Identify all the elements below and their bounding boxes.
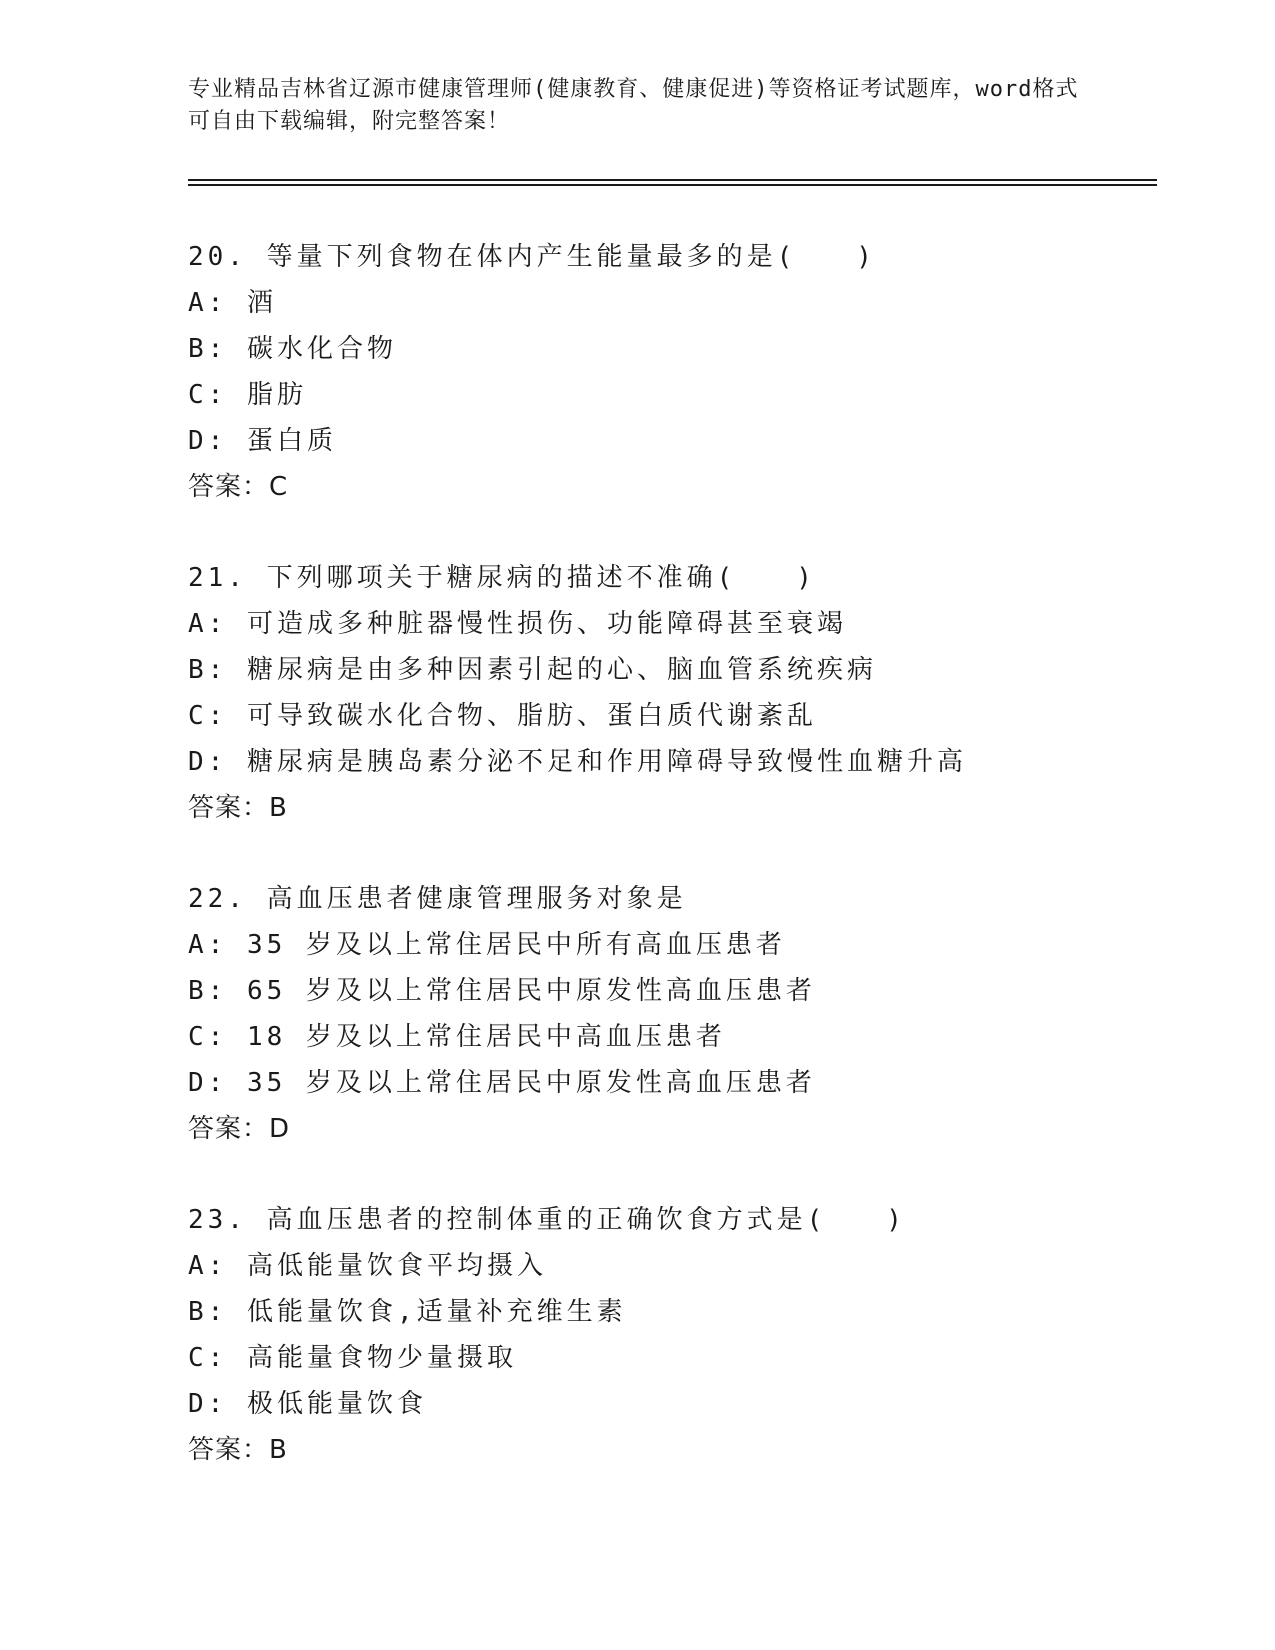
question-stem: 20. 等量下列食物在体内产生能量最多的是( ) [188, 242, 876, 272]
document-header: 专业精品吉林省辽源市健康管理师(健康教育、健康促进)等资格证考试题库，word格式可自由下载编辑，附完整答案！ [188, 77, 1079, 134]
question-block [188, 876, 1148, 1152]
answer-line: 答案：B [188, 793, 288, 823]
option-c: C: 高能量食物少量摄取 [188, 1343, 517, 1373]
header-divider-bottom [188, 184, 1157, 186]
option-b: B: 碳水化合物 [188, 334, 397, 364]
answer-line: 答案：C [188, 472, 289, 502]
option-a: A: 高低能量饮食平均摄入 [188, 1251, 547, 1281]
option-c: C: 脂肪 [188, 380, 307, 410]
question-block [188, 555, 1148, 831]
option-b: B: 65 岁及以上常住居民中原发性高血压患者 [188, 976, 816, 1006]
option-d: D: 35 岁及以上常住居民中原发性高血压患者 [188, 1068, 816, 1098]
question-stem: 22. 高血压患者健康管理服务对象是 [188, 884, 687, 914]
question-block [188, 1197, 1148, 1473]
header-divider-top [188, 179, 1157, 181]
option-c: C: 18 岁及以上常住居民中高血压患者 [188, 1022, 726, 1052]
option-d: D: 糖尿病是胰岛素分泌不足和作用障碍导致慢性血糖升高 [188, 747, 967, 777]
option-a: A: 35 岁及以上常住居民中所有高血压患者 [188, 930, 786, 960]
option-a: A: 酒 [188, 288, 277, 318]
question-stem: 21. 下列哪项关于糖尿病的描述不准确( ) [188, 563, 816, 593]
option-b: B: 低能量饮食,适量补充维生素 [188, 1297, 627, 1327]
option-a: A: 可造成多种脏器慢性损伤、功能障碍甚至衰竭 [188, 609, 847, 639]
option-c: C: 可导致碳水化合物、脂肪、蛋白质代谢紊乱 [188, 701, 817, 731]
answer-line: 答案：D [188, 1114, 291, 1144]
question-block [188, 234, 1148, 510]
answer-line: 答案：B [188, 1435, 288, 1465]
option-d: D: 极低能量饮食 [188, 1389, 427, 1419]
question-stem: 23. 高血压患者的控制体重的正确饮食方式是( ) [188, 1205, 906, 1235]
option-b: B: 糖尿病是由多种因素引起的心、脑血管系统疾病 [188, 655, 877, 685]
option-d: D: 蛋白质 [188, 426, 337, 456]
